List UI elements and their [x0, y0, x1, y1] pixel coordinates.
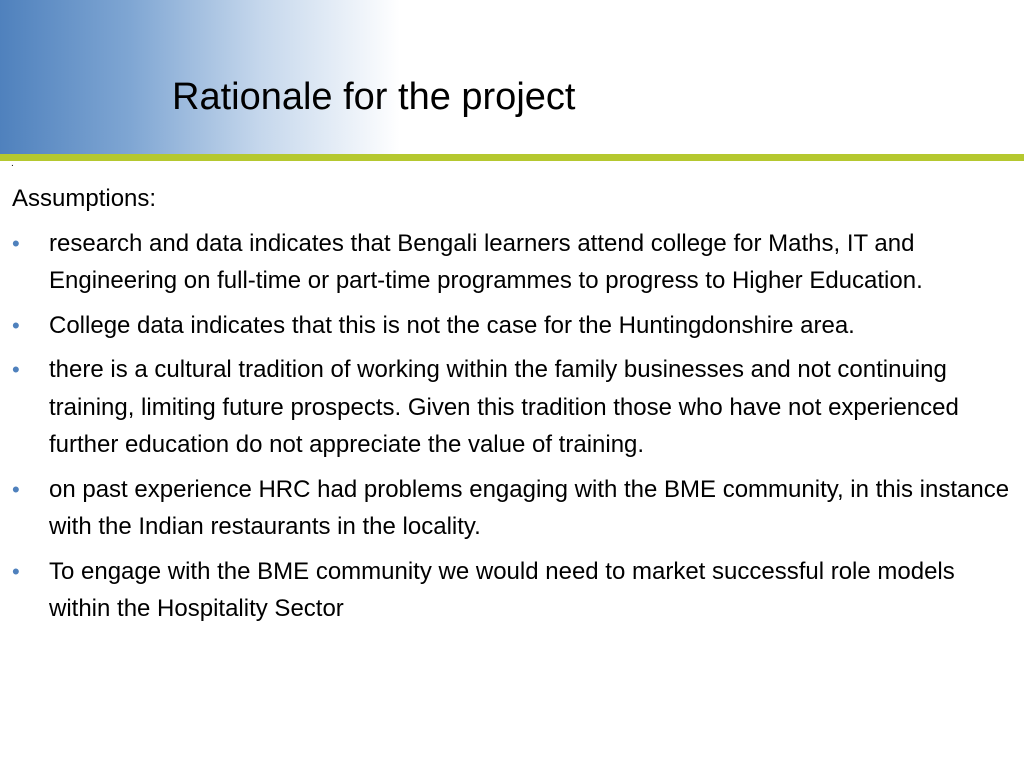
bullet-icon: • — [12, 312, 20, 338]
slide-content — [12, 180, 1017, 635]
bullet-icon: • — [12, 476, 20, 502]
bullet-text: College data indicates that this is not the case for the Huntingdonshire area. — [49, 311, 855, 339]
slide-title: Rationale for the project — [172, 76, 576, 118]
assumptions-heading: Assumptions: — [12, 185, 157, 212]
list-item — [12, 307, 1017, 345]
bullet-text: there is a cultural tradition of working within the family businesses and not continuing training, limiting future prospects. Given this tradition those who have not experienced further education do not appreciate the value of training. — [49, 356, 959, 458]
bullet-icon: • — [12, 230, 20, 256]
assumptions-list — [12, 225, 1017, 628]
bullet-text: on past experience HRC had problems engaging with the BME community, in this instance with the Indian restaurants in the locality. — [49, 475, 1010, 540]
bullet-text: research and data indicates that Bengali learners attend college for Maths, IT and Engineering on full-time or part-time programmes to progress to Higher Education. — [49, 229, 923, 294]
header-accent-line — [0, 154, 1024, 161]
list-item — [12, 553, 1017, 628]
list-item — [12, 225, 1017, 300]
bullet-text: To engage with the BME community we would need to market successful role models within the Hospitality Sector — [49, 557, 955, 622]
list-item — [12, 351, 1017, 464]
list-item — [12, 471, 1017, 546]
bullet-icon: • — [12, 357, 20, 382]
bullet-icon: • — [12, 558, 20, 584]
small-mark: . — [11, 158, 14, 169]
